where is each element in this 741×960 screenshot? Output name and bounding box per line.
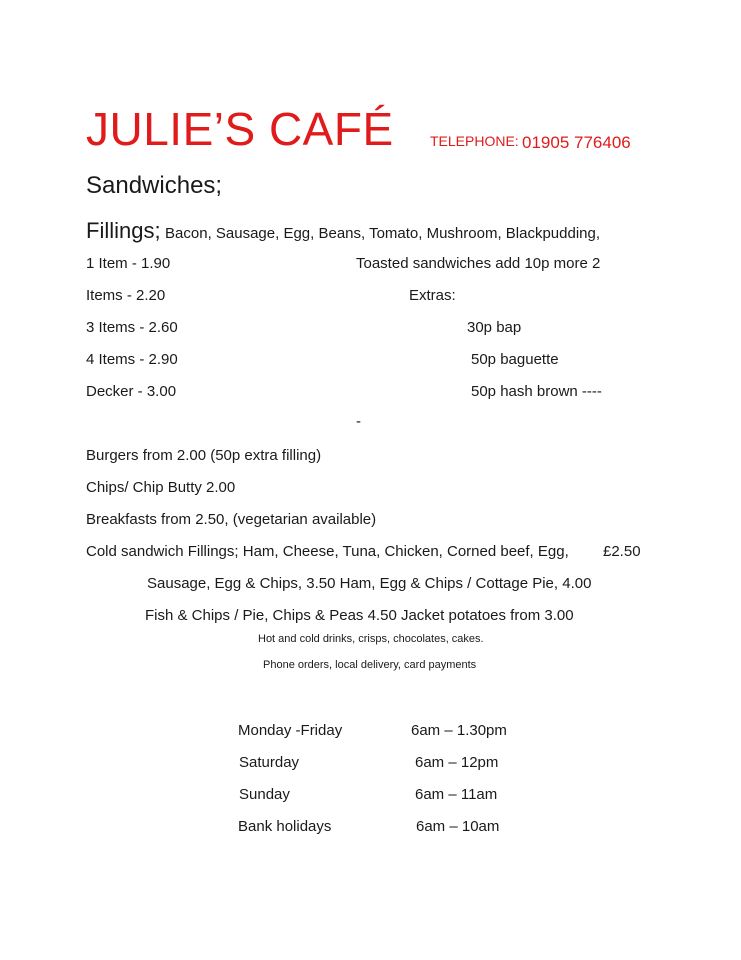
toasted-note: Toasted sandwiches add 10p more 2 <box>356 255 601 272</box>
hours-time-weekdays: 6am – 1.30pm <box>411 722 507 739</box>
extra-hash-brown: 50p hash brown ---- <box>471 383 602 400</box>
extras-label: Extras: <box>409 287 456 304</box>
fillings-list: Bacon, Sausage, Egg, Beans, Tomato, Mushroom, Blackpudding, <box>165 225 601 242</box>
fillings-label: Fillings; <box>86 218 161 243</box>
hours-day-sunday: Sunday <box>239 786 290 803</box>
hours-time-saturday: 6am – 12pm <box>415 754 499 771</box>
breakfasts-line: Breakfasts from 2.50, (vegetarian available) <box>86 511 377 528</box>
sandwich-price-1-item: 1 Item - 1.90 <box>86 255 171 272</box>
extra-baguette: 50p baguette <box>471 351 559 368</box>
hours-time-bank-holidays: 6am – 10am <box>416 818 500 835</box>
telephone-number: 01905 776406 <box>522 133 631 152</box>
sandwich-price-3-items: 3 Items - 2.60 <box>86 319 178 336</box>
chips-line: Chips/ Chip Butty 2.00 <box>86 479 236 496</box>
meals-line-1: Sausage, Egg & Chips, 3.50 Ham, Egg & Chips / Cottage Pie, 4.00 <box>147 575 592 592</box>
stray-dash: - <box>356 413 361 430</box>
sandwiches-heading: Sandwiches; <box>86 172 223 199</box>
hours-time-sunday: 6am – 11am <box>415 786 498 803</box>
hours-day-weekdays: Monday -Friday <box>238 722 343 739</box>
cold-sandwich-line: Cold sandwich Fillings; Ham, Cheese, Tuna, Chicken, Corned beef, Egg, <box>86 543 569 560</box>
extra-bap: 30p bap <box>467 319 522 336</box>
hours-day-saturday: Saturday <box>239 754 300 771</box>
sandwich-price-4-items: 4 Items - 2.90 <box>86 351 178 368</box>
telephone-label: TELEPHONE: <box>430 133 519 149</box>
fillings-row <box>86 218 600 244</box>
burgers-line: Burgers from 2.00 (50p extra filling) <box>86 447 322 464</box>
sandwich-price-decker: Decker - 3.00 <box>86 383 177 400</box>
cafe-title: JULIE’S CAFÉ <box>86 103 394 155</box>
drinks-note: Hot and cold drinks, crisps, chocolates, cakes. <box>258 633 484 645</box>
hours-day-bank-holidays: Bank holidays <box>238 818 332 835</box>
cold-sandwich-price: £2.50 <box>603 543 641 560</box>
orders-note: Phone orders, local delivery, card payments <box>263 659 477 671</box>
sandwich-price-2-items: Items - 2.20 <box>86 287 166 304</box>
meals-line-2: Fish & Chips / Pie, Chips & Peas 4.50 Jacket potatoes from 3.00 <box>145 607 574 624</box>
